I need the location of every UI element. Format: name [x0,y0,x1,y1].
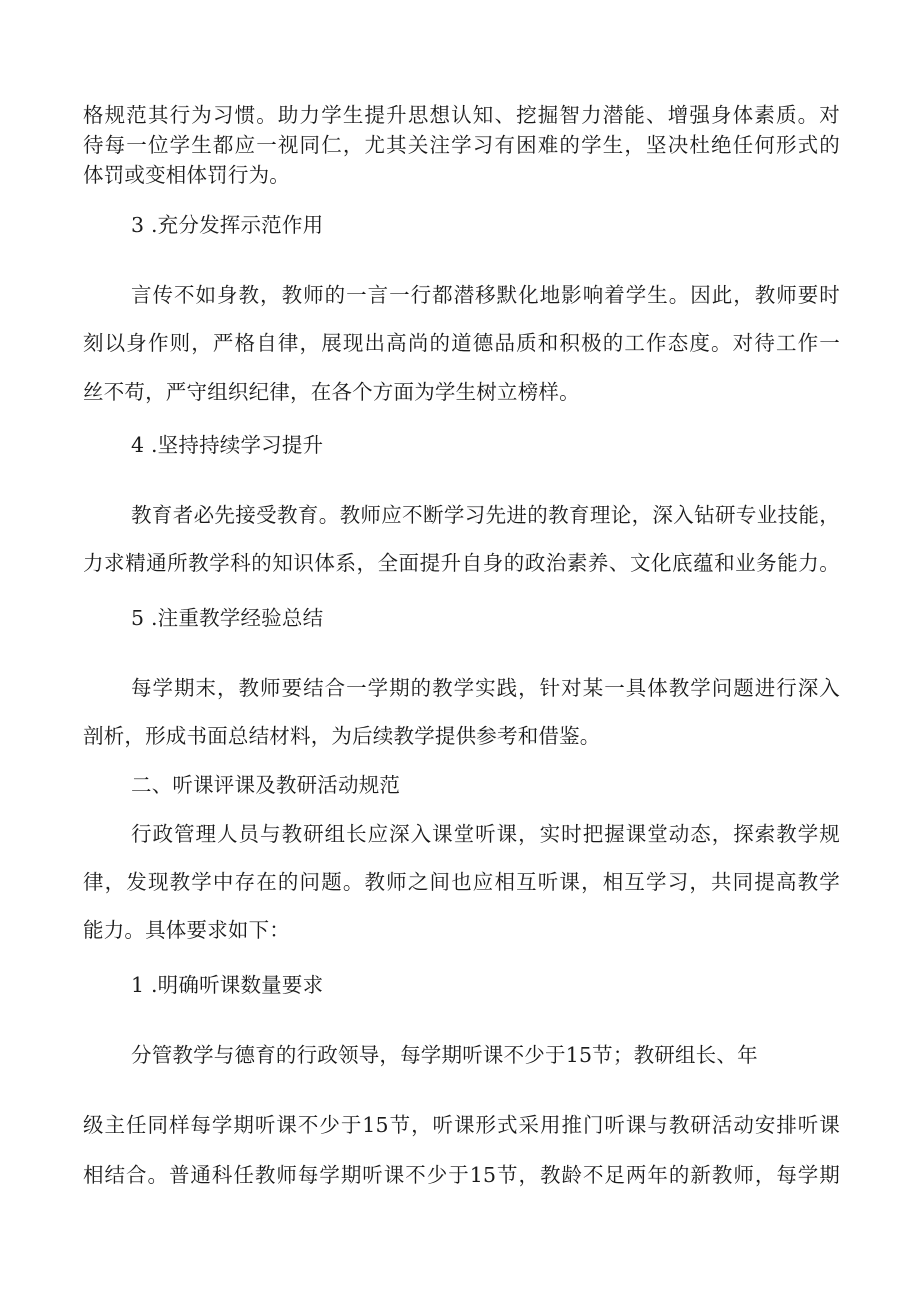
paragraph-line: 待每一位学生都应一视同仁，尤其关注学习有困难的学生，坚决杜绝任何形式的 [83,133,840,157]
paragraph-line: 剖析，形成书面总结材料，为后续教学提供参考和借鉴。 [83,724,601,748]
paragraph-line: 力求精通所教学科的知识体系，全面提升自身的政治素养、文化底蕴和业务能力。 [83,551,840,575]
paragraph-line: 言传不如身教，教师的一言一行都潜移默化地影响着学生。因此，教师要时 [131,283,840,307]
section-heading: 3 .充分发挥示范作用 [131,213,324,237]
section-heading: 5 .注重教学经验总结 [131,606,324,630]
paragraph-line: 格规范其行为习惯。助力学生提升思想认知、挖掘智力潜能、增强身体素质。对 [83,103,840,127]
paragraph-line: 分管教学与德育的行政领导，每学期听课不少于15节；教研组长、年 [131,1043,758,1067]
paragraph-line: 体罚或变相体罚行为。 [83,163,290,187]
paragraph-line: 行政管理人员与教研组长应深入课堂听课，实时把握课堂动态，探索教学规 [131,822,840,846]
paragraph-line: 教育者必先接受教育。教师应不断学习先进的教育理论，深入钻研专业技能， [131,503,840,527]
paragraph-line: 丝不苟，严守组织纪律，在各个方面为学生树立榜样。 [83,380,580,404]
section-heading: 1 .明确听课数量要求 [131,973,324,997]
paragraph-line: 律，发现教学中存在的问题。教师之间也应相互听课，相互学习，共同提高教学 [83,870,840,894]
paragraph-line: 能力。具体要求如下： [83,918,290,942]
paragraph-line: 刻以身作则，严格自律，展现出高尚的道德品质和积极的工作态度。对待工作一 [83,331,840,355]
paragraph-line: 相结合。普通科任教师每学期听课不少于15节，教龄不足两年的新教师，每学期 [83,1163,840,1187]
section-heading: 4 .坚持持续学习提升 [131,433,324,457]
paragraph-line: 级主任同样每学期听课不少于15节，听课形式采用推门听课与教研活动安排听课 [83,1113,840,1137]
paragraph-line: 每学期末，教师要结合一学期的教学实践，针对某一具体教学问题进行深入 [131,676,840,700]
section-heading: 二、听课评课及教研活动规范 [131,773,401,797]
